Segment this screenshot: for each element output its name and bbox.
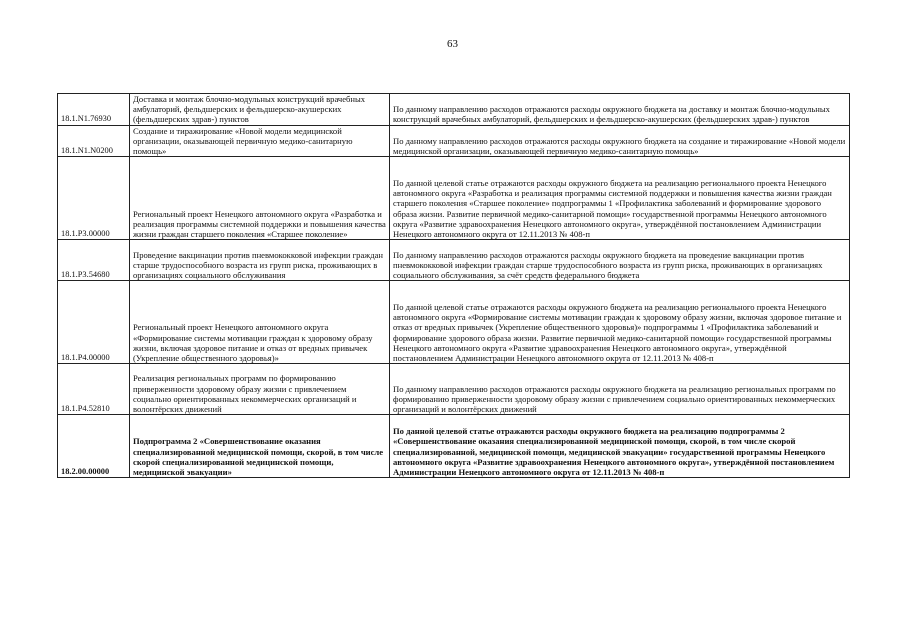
table-row [58, 125, 850, 157]
row-description: По данной целевой статье отражаются расходы окружного бюджета на реализацию регионального проекта Ненецкого автономного округа «Формирование системы мотивации граждан к здоровому образу жизни, включая здоровое питание и отказ от вредных привычек (Укрепление общественного здоровья)» подпрограммы 1 «Профилактика заболеваний и формирование здорового образа жизни. Развитие первичной медико-санитарной помощи» государственной программы Ненецкого автономного округа «Развитие здравоохранения Ненецкого автономного округа», утверждённой постановлением Администрации Ненецкого автономного округа от 12.11.2013 № 408-п [390, 281, 850, 364]
row-code: 18.1.N1.N0200 [58, 125, 130, 157]
row-code: 18.1.P4.00000 [58, 281, 130, 364]
row-code: 18.1.N1.76930 [58, 94, 130, 126]
row-code: 18.1.P3.00000 [58, 157, 130, 240]
table-row [58, 415, 850, 478]
row-name: Доставка и монтаж блочно-модульных конструкций врачебных амбулаторий, фельдшерских и фельдшерско-акушерских (фельдшерских здрав-) пунктов [130, 94, 390, 126]
page-number: 63 [447, 38, 458, 50]
row-description: По данной целевой статье отражаются расходы окружного бюджета на реализацию регионального проекта Ненецкого автономного округа «Разработка и реализация программы системной поддержки и повышения качества жизни граждан старшего поколения «Старшее поколение» подпрограммы 1 «Профилактика заболеваний и формирование здорового образа жизни. Развитие первичной медико-санитарной помощи» государственной программы Ненецкого автономного округа «Развитие здравоохранения Ненецкого автономного округа», утверждённой постановлением Администрации Ненецкого автономного округа от 12.11.2013 № 408-п [390, 157, 850, 240]
table-row [58, 364, 850, 415]
table-row [58, 157, 850, 240]
table-row [58, 240, 850, 281]
row-code: 18.1.P3.54680 [58, 240, 130, 281]
row-name: Региональный проект Ненецкого автономного округа «Формирование системы мотивации граждан к здоровому образу жизни, включая здоровое питание и отказ от вредных привычек (Укрепление общественного здоровья)» [130, 281, 390, 364]
row-code: 18.2.00.00000 [58, 415, 130, 478]
table-row [58, 94, 850, 126]
row-description: По данному направлению расходов отражаются расходы окружного бюджета на проведение вакцинации против пневмококковой инфекции граждан старше трудоспособного возраста из групп риска, проживающих в организациях социального обслуживания, за счёт средств федерального бюджета [390, 240, 850, 281]
row-code: 18.1.P4.52810 [58, 364, 130, 415]
row-name: Подпрограмма 2 «Совершенствование оказания специализированной медицинской помощи, скорой, в том числе скорой специализированной медицинской помощи, медицинской эвакуации» [130, 415, 390, 478]
row-name: Проведение вакцинации против пневмококковой инфекции граждан старше трудоспособного возраста из групп риска, проживающих в организациях социального обслуживания [130, 240, 390, 281]
row-description: По данной целевой статье отражаются расходы окружного бюджета на реализацию подпрограммы 2 «Совершенствование оказания специализированной медицинской помощи, скорой, в том числе скорой специализированной, медицинской помощи, медицинской эвакуации» государственной программы Ненецкого автономного округа «Развитие здравоохранения Ненецкого автономного округа», утверждённой постановлением Администрации Ненецкого автономного округа от 12.11.2013 № 408-п [390, 415, 850, 478]
row-name: Региональный проект Ненецкого автономного округа «Разработка и реализация программы системной поддержки и повышения качества жизни граждан старшего поколения «Старшее поколение» [130, 157, 390, 240]
row-description: По данному направлению расходов отражаются расходы окружного бюджета на создание и тиражирование «Новой модели медицинской организации, оказывающей первичную медико-санитарную помощь» [390, 125, 850, 157]
table-row [58, 281, 850, 364]
row-description: По данному направлению расходов отражаются расходы окружного бюджета на доставку и монтаж блочно-модульных конструкций врачебных амбулаторий, фельдшерских и фельдшерско-акушерских (фельдшерских здрав-) пунктов [390, 94, 850, 126]
row-description: По данному направлению расходов отражаются расходы окружного бюджета на реализацию региональных программ по формированию приверженности здоровому образу жизни с привлечением социально ориентированных некоммерческих организаций и волонтёрских движений [390, 364, 850, 415]
row-name: Реализация региональных программ по формированию приверженности здоровому образу жизни с привлечением социально ориентированных некоммерческих организаций и волонтёрских движений [130, 364, 390, 415]
budget-classification-table [57, 93, 850, 478]
row-name: Создание и тиражирование «Новой модели медицинской организации, оказывающей первичную медико-санитарную помощь» [130, 125, 390, 157]
